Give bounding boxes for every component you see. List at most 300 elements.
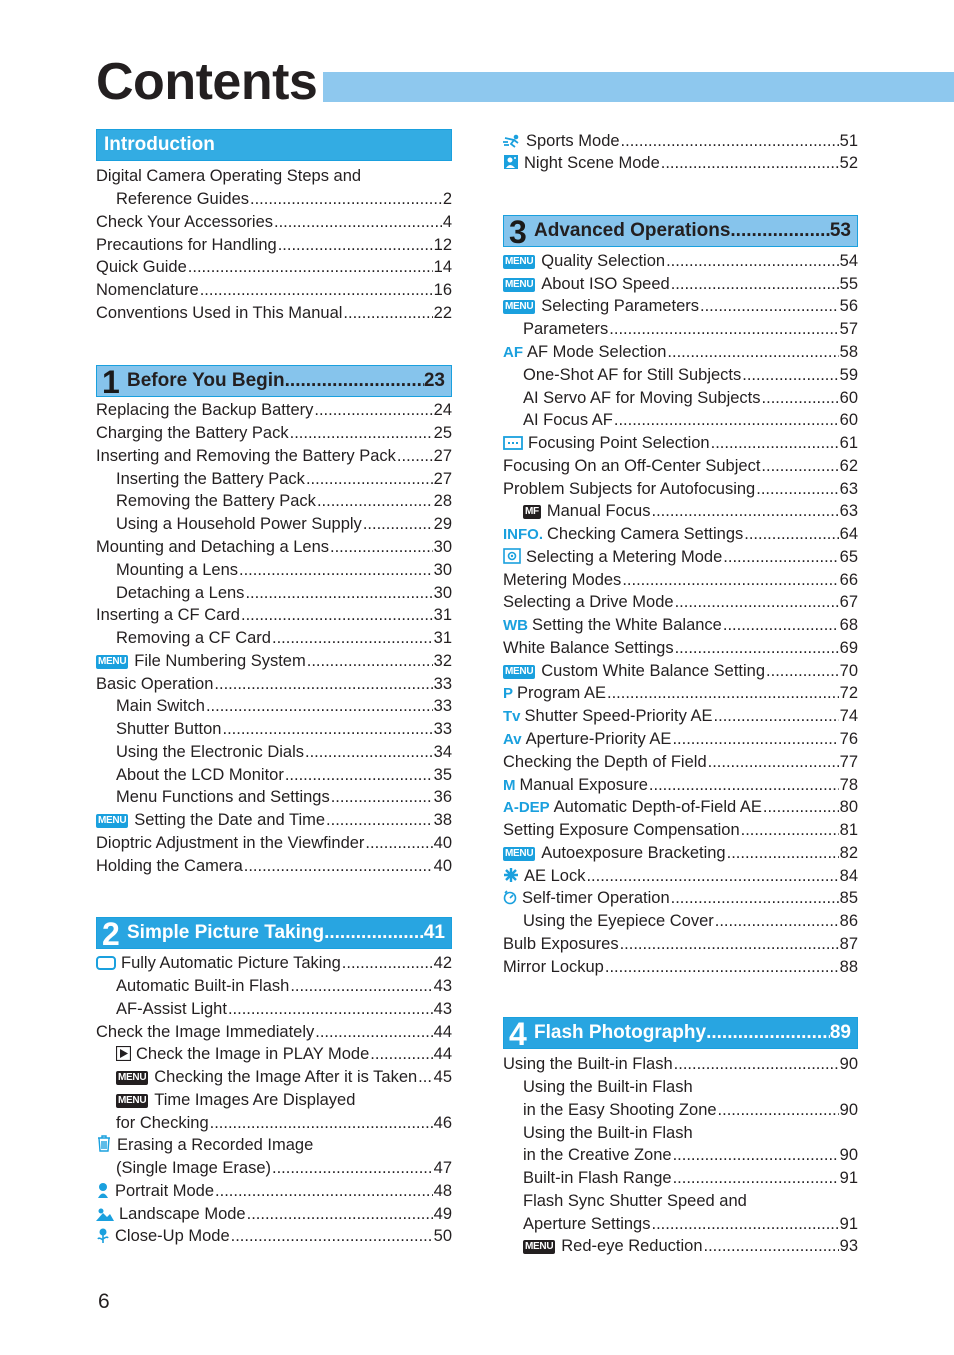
toc-entry-for-checking[interactable] [96,1112,452,1135]
toc-entry-removing-a-cf-card[interactable] [96,627,452,650]
leader-dots [741,819,839,842]
toc-entry-page-number: 90 [839,1146,858,1164]
toc-entry-precautions-for-handling[interactable] [96,234,452,257]
toc-entry-self-timer-operation[interactable] [503,887,858,910]
toc-entry-in-the-creative-zone[interactable] [503,1144,858,1167]
toc-entry-label [116,627,271,650]
toc-entry-holding-the-camera[interactable] [96,855,452,878]
toc-entry-bulb-exposures[interactable] [503,933,858,956]
toc-entry-check-the-image-in-play-mode[interactable] [96,1043,452,1066]
toc-entry-selecting-a-metering-mode[interactable] [503,546,858,569]
toc-entry-using-the-built-in-flash[interactable] [503,1053,858,1076]
leader-dots [704,1235,839,1258]
toc-entry-page-number: 91 [839,1169,858,1187]
toc-entry-label [523,1213,651,1236]
toc-entry-text: Setting the White Balance [532,616,722,634]
toc-entry-page-number: 60 [839,411,858,429]
leader-dots [290,975,432,998]
toc-entry-parameters[interactable] [503,318,858,341]
toc-entry-page-number: 30 [433,561,452,579]
section-header-text [127,922,445,944]
leader-dots [285,764,433,787]
toc-entry-quick-guide[interactable] [96,256,452,279]
toc-entry-page-number: 90 [839,1055,858,1073]
section-header-before-you-begin[interactable] [96,364,452,400]
toc-entry-label [116,468,305,491]
toc-entry-text: Basic Operation [96,675,214,693]
toc-entry-in-the-easy-shooting-zone[interactable] [503,1099,858,1122]
toc-entry-af-assist-light[interactable] [96,998,452,1021]
toc-entry-replacing-the-backup-battery[interactable] [96,399,452,422]
toc-entry-flash-sync-shutter-speed-and[interactable] [503,1190,858,1213]
toc-entry-basic-operation[interactable] [96,673,452,696]
toc-entry-label [116,741,304,764]
leader-dots [247,1203,433,1226]
toc-entry-text: Flash Sync Shutter Speed and [523,1192,747,1210]
toc-entry-text: in the Easy Shooting Zone [523,1101,717,1119]
toc-entry-check-the-image-immediately[interactable] [96,1021,452,1044]
toc-entry-fully-automatic-picture-taking[interactable] [96,952,452,975]
leader-dots [231,1225,433,1248]
toc-entry-label [116,695,205,718]
toc-entry-about-the-lcd-monitor[interactable] [96,764,452,787]
toc-entry-text: Fully Automatic Picture Taking [121,954,341,972]
toc-entry-page-number: 65 [839,548,858,566]
toc-entry-page-number: 33 [433,675,452,693]
toc-entry-white-balance-settings[interactable] [503,637,858,660]
leader-dots [285,370,424,392]
section-page-number: 23 [423,370,445,391]
toc-entry-inserting-the-battery-pack[interactable] [96,468,452,491]
toc-entry-label [116,559,238,582]
toc-entry-label [503,728,671,751]
toc-entry-quality-selection[interactable] [503,250,858,273]
toc-entry-text: Shutter Speed-Priority AE [524,707,713,725]
toc-entry-text: Manual Exposure [519,776,648,794]
p-icon: P [503,685,514,702]
toc-entry-text: Portrait Mode [115,1182,215,1200]
toc-entry-text: Using the Built-in Flash [503,1055,673,1073]
leader-dots [723,546,838,569]
toc-entry-text: Removing a CF Card [116,629,271,647]
toc-entry-text: Problem Subjects for Autofocusing [503,480,756,498]
leader-dots [714,705,839,728]
toc-entry-page-number: 27 [433,470,452,488]
toc-entry-page-number: 88 [839,958,858,976]
toc-entry-text: Conventions Used in This Manual [96,304,343,322]
toc-entry-text: Sports Mode [526,132,620,150]
toc-entry-label [503,455,760,478]
toc-entry-aperture-priority-ae[interactable] [503,728,858,751]
toc-entry-text: Replacing the Backup Battery [96,401,314,419]
toc-entry-text: Automatic Depth-of-Field AE [553,798,762,816]
toc-entry-page-number: 46 [433,1114,452,1132]
toc-entry-label [523,1167,672,1190]
toc-entry-label [116,1043,369,1068]
leader-dots [278,234,433,257]
toc-entry-label [116,1089,355,1112]
toc-entry-page-number: 74 [839,707,858,725]
toc-entry-label [503,478,755,501]
toc-entry-label [116,764,284,787]
toc-entry-text: Quick Guide [96,258,187,276]
toc-entry-text: Inserting and Removing the Battery Pack [96,447,396,465]
leader-dots [614,409,839,432]
section-number: 4 [509,1016,527,1052]
toc-entry-label [503,1053,673,1076]
mf-icon: MF [525,506,539,517]
toc-entry-page-number: 61 [839,434,858,452]
menu-icon: MENU [505,279,534,290]
toc-entry-text: Red-eye Reduction [561,1237,703,1255]
toc-entry-manual-exposure[interactable] [503,774,858,797]
toc-entry-using-the-eyepiece-cover[interactable] [503,910,858,933]
leader-dots [605,956,839,979]
toc-entry-automatic-built-in-flash[interactable] [96,975,452,998]
toc-entry-shutter-button[interactable] [96,718,452,741]
section-number: 1 [102,364,120,400]
toc-entry-using-the-built-in-flash[interactable] [503,1076,858,1099]
toc-entry-page-number: 30 [433,538,452,556]
leader-dots [290,422,433,445]
toc-entry-built-in-flash-range[interactable] [503,1167,858,1190]
toc-entry-text: Quality Selection [541,252,666,270]
toc-entry-about-iso-speed[interactable] [503,273,858,296]
toc-entry-page-number: 33 [433,697,452,715]
leader-dots [210,1112,433,1135]
toc-entry-af-mode-selection[interactable] [503,341,858,364]
leader-dots [727,842,839,865]
toc-entry-page-number: 40 [433,857,452,875]
toc-entry-label [116,582,244,605]
section-header-label: Flash Photography [534,1022,707,1043]
toc-entry-label [503,273,670,296]
toc-entry-label [96,604,240,627]
leader-dots [621,130,839,153]
leader-dots [652,1213,839,1236]
toc-entry-text: Setting the Date and Time [134,811,326,829]
section-header-flash-photography[interactable] [503,1016,858,1052]
toc-entry-removing-the-battery-pack[interactable] [96,490,452,513]
a-dep-icon: A-DEP [503,799,550,816]
toc-entry-text: Bulb Exposures [503,935,619,953]
toc-entry-reference-guides[interactable] [96,188,452,211]
toc-entry-nomenclature[interactable] [96,279,452,302]
leader-dots [675,591,839,614]
toc-entry-page-number: 91 [839,1215,858,1233]
play-icon [116,1045,131,1068]
leader-dots [250,188,442,211]
toc-entry-conventions-used-in-this-manual[interactable] [96,302,452,325]
leader-dots [711,432,839,455]
toc-entry-page-number: 30 [433,584,452,602]
toc-entry-checking-camera-settings[interactable] [503,523,858,546]
toc-entry-single-image-erase[interactable] [96,1157,452,1180]
toc-entry-setting-the-date-and-time[interactable] [96,809,452,832]
toc-entry-sports-mode[interactable] [503,130,858,153]
toc-entry-metering-modes[interactable] [503,569,858,592]
leader-dots [718,1099,839,1122]
toc-entry-charging-the-battery-pack[interactable] [96,422,452,445]
toc-entry-text: AI Focus AF [523,411,613,429]
toc-entry-label [96,536,329,559]
toc-entry-shutter-speed-priority-ae[interactable] [503,705,858,728]
toc-entry-check-your-accessories[interactable] [96,211,452,234]
toc-entry-label [523,1190,747,1213]
toc-entry-label [503,341,666,364]
toc-entry-label [503,682,606,705]
leader-dots [667,341,838,364]
toc-entry-text: About ISO Speed [541,275,670,293]
page-title: Contents [96,53,318,111]
toc-entry-checking-the-depth-of-field[interactable] [503,751,858,774]
toc-entry-text: Program AE [517,684,606,702]
toc-entry-page-number: 86 [839,912,858,930]
toc-entry-problem-subjects-for-autofocusing[interactable] [503,478,858,501]
leader-dots [666,250,839,273]
av-icon: Av [503,731,522,748]
toc-entry-text: Removing the Battery Pack [116,492,316,510]
leader-dots [306,468,433,491]
toc-entry-aperture-settings[interactable] [503,1213,858,1236]
toc-entry-selecting-a-drive-mode[interactable] [503,591,858,614]
toc-entry-text: Mirror Lockup [503,958,604,976]
leader-dots [342,952,433,975]
toc-entry-text: Night Scene Mode [524,154,660,172]
toc-entry-time-images-are-displayed[interactable] [96,1089,452,1112]
toc-entry-one-shot-af-for-still-subjects[interactable] [503,364,858,387]
toc-entry-ae-lock[interactable] [503,865,858,888]
toc-entry-red-eye-reduction[interactable] [503,1235,858,1258]
toc-entry-label [116,490,316,513]
toc-entry-label [96,256,187,279]
leader-dots [245,582,432,605]
toc-entry-page-number: 70 [839,662,858,680]
toc-entry-label [503,774,648,797]
toc-entry-text: AE Lock [524,867,586,885]
toc-entry-text: Using the Built-in Flash [523,1124,693,1142]
meter-icon [503,548,521,571]
toc-entry-label [503,295,699,318]
toc-entry-text: Checking the Image After it is Taken [154,1068,418,1086]
toc-entry-text: in the Creative Zone [523,1146,672,1164]
toc-entry-landscape-mode[interactable] [96,1203,452,1226]
menu-icon: MENU [525,1241,554,1252]
toc-entry-page-number: 4 [442,213,452,231]
toc-entry-text: Check Your Accessories [96,213,274,231]
leader-dots [274,211,442,234]
toc-entry-label [96,650,306,673]
toc-entry-label [503,591,674,614]
leader-dots [223,718,433,741]
toc-entry-page-number: 47 [433,1159,452,1177]
toc-entry-text: Focusing Point Selection [528,434,710,452]
toc-entry-label [503,250,665,273]
toc-entry-page-number: 64 [839,525,858,543]
toc-entry-label [503,614,722,637]
toc-entry-detaching-a-lens[interactable] [96,582,452,605]
menu-icon: MENU [118,1072,147,1083]
toc-entry-ai-servo-af-for-moving-subjects[interactable] [503,387,858,410]
toc-entry-file-numbering-system[interactable] [96,650,452,673]
menu-icon: MENU [505,256,534,267]
leader-dots [671,273,839,296]
toc-entry-text: Using a Household Power Supply [116,515,362,533]
toc-entry-label [116,998,227,1021]
toc-entry-label [96,302,342,325]
leader-dots [326,809,433,832]
leader-dots [700,295,839,318]
toc-entry-label [523,500,650,523]
leader-dots [715,910,839,933]
toc-entry-main-switch[interactable] [96,695,452,718]
toc-entry-text: Charging the Battery Pack [96,424,289,442]
toc-entry-label [96,165,361,188]
leader-dots [365,832,432,855]
toc-entry-text: Erasing a Recorded Image [117,1136,314,1154]
toc-entry-text: Selecting a Drive Mode [503,593,674,611]
toc-entry-text: (Single Image Erase) [116,1159,271,1177]
toc-entry-erasing-a-recorded-image[interactable] [96,1134,452,1157]
toc-entry-label [116,786,330,809]
toc-entry-text: Shutter Button [116,720,222,738]
toc-entry-dioptric-adjustment-in-the-viewfinder[interactable] [96,832,452,855]
toc-entry-using-the-electronic-dials[interactable] [96,741,452,764]
toc-entry-ai-focus-af[interactable] [503,409,858,432]
toc-entry-setting-the-white-balance[interactable] [503,614,858,637]
toc-entry-setting-exposure-compensation[interactable] [503,819,858,842]
leader-dots [314,399,432,422]
toc-entry-label [523,364,741,387]
toc-entry-label [116,1157,271,1180]
leader-dots [723,614,839,637]
toc-entry-text: Checking Camera Settings [547,525,744,543]
toc-entry-selecting-parameters[interactable] [503,295,858,318]
toc-entry-manual-focus[interactable] [503,500,858,523]
toc-entry-text: File Numbering System [134,652,306,670]
toc-entry-text: Main Switch [116,697,205,715]
toc-entry-label [523,1144,672,1167]
leader-dots [671,887,839,910]
toc-entry-using-the-built-in-flash[interactable] [503,1122,858,1145]
toc-entry-text: Aperture Settings [523,1215,651,1233]
toc-entry-page-number: 58 [839,343,858,361]
toc-entry-page-number: 52 [839,154,858,172]
toc-entry-page-number: 38 [433,811,452,829]
toc-entry-text: About the LCD Monitor [116,766,284,784]
toc-entry-text: Inserting the Battery Pack [116,470,305,488]
toc-entry-text: Digital Camera Operating Steps and [96,167,362,185]
section-header-simple-picture-taking[interactable] [96,916,452,952]
toc-entry-page-number: 78 [839,776,858,794]
toc-entry-mirror-lockup[interactable] [503,956,858,979]
toc-entry-autoexposure-bracketing[interactable] [503,842,858,865]
toc-entry-digital-camera-operating-steps-and[interactable] [96,165,452,188]
toc-entry-focusing-point-selection[interactable] [503,432,858,455]
toc-entry-custom-white-balance-setting[interactable] [503,660,858,683]
toc-entry-text: Selecting a Metering Mode [526,548,723,566]
toc-entry-label [116,1112,209,1135]
toc-entry-program-ae[interactable] [503,682,858,705]
portrait-icon [96,1182,110,1205]
leader-dots [307,650,433,673]
toc-entry-menu-functions-and-settings[interactable] [96,786,452,809]
toc-entry-checking-the-image-after-it-is-taken[interactable] [96,1066,452,1089]
toc-entry-close-up-mode[interactable] [96,1225,452,1248]
leader-dots [744,523,838,546]
menu-icon: MENU [98,815,127,826]
toc-entry-label [116,1066,417,1089]
toc-entry-label [96,1180,214,1205]
toc-entry-text: Focusing On an Off-Center Subject [503,457,761,475]
info-icon: INFO. [503,526,543,543]
af-icon: AF [503,344,523,361]
leader-dots [241,604,433,627]
toc-entry-mounting-and-detaching-a-lens[interactable] [96,536,452,559]
leader-dots [188,256,433,279]
toc-entry-page-number: 28 [433,492,452,510]
section-header-label: Before You Begin [127,370,285,391]
toc-entry-text: Custom White Balance Setting [541,662,766,680]
toc-entry-mounting-a-lens[interactable] [96,559,452,582]
toc-entry-page-number: 27 [433,447,452,465]
toc-entry-label [96,422,289,445]
toc-entry-page-number: 42 [433,954,452,972]
toc-entry-portrait-mode[interactable] [96,1180,452,1203]
leader-dots [607,682,839,705]
leader-dots [272,627,433,650]
menu-icon: MENU [505,666,534,677]
toc-entry-label [503,569,621,592]
toc-entry-page-number: 59 [839,366,858,384]
toc-entry-label [116,188,249,211]
toc-entry-text: AF Mode Selection [527,343,667,361]
toc-entry-page-number: 33 [433,720,452,738]
toc-entry-inserting-a-cf-card[interactable] [96,604,452,627]
toc-entry-text: Using the Electronic Dials [116,743,304,761]
rect-icon [96,954,116,977]
leader-dots [756,478,838,501]
toc-entry-using-a-household-power-supply[interactable] [96,513,452,536]
section-page-number: 89 [829,1022,851,1043]
toc-entry-night-scene-mode[interactable] [503,152,858,175]
leader-dots [200,279,433,302]
toc-entry-inserting-and-removing-the-battery-pack[interactable] [96,445,452,468]
toc-entry-focusing-on-an-off-center-subject[interactable] [503,455,858,478]
section-header-introduction[interactable] [96,129,452,161]
section-header-label: Simple Picture Taking [127,922,325,943]
toc-entry-label [503,819,740,842]
leader-dots [661,152,839,175]
leader-dots [706,1022,830,1044]
toc-entry-text: Using the Eyepiece Cover [523,912,714,930]
section-header-text [127,370,445,392]
toc-entry-text: Metering Modes [503,571,622,589]
leader-dots [742,364,838,387]
leader-dots [622,569,838,592]
toc-entry-text: Selecting Parameters [541,297,699,315]
leader-dots [586,865,838,888]
toc-entry-automatic-depth-of-field-ae[interactable] [503,796,858,819]
section-header-advanced-operations[interactable] [503,214,858,250]
menu-icon: MENU [118,1095,147,1106]
leader-dots [228,998,433,1021]
leader-dots [370,1043,432,1066]
points-icon [503,434,523,457]
leader-dots [330,536,433,559]
trash-icon [96,1134,112,1159]
toc-entry-text: Checking the Depth of Field [503,753,707,771]
